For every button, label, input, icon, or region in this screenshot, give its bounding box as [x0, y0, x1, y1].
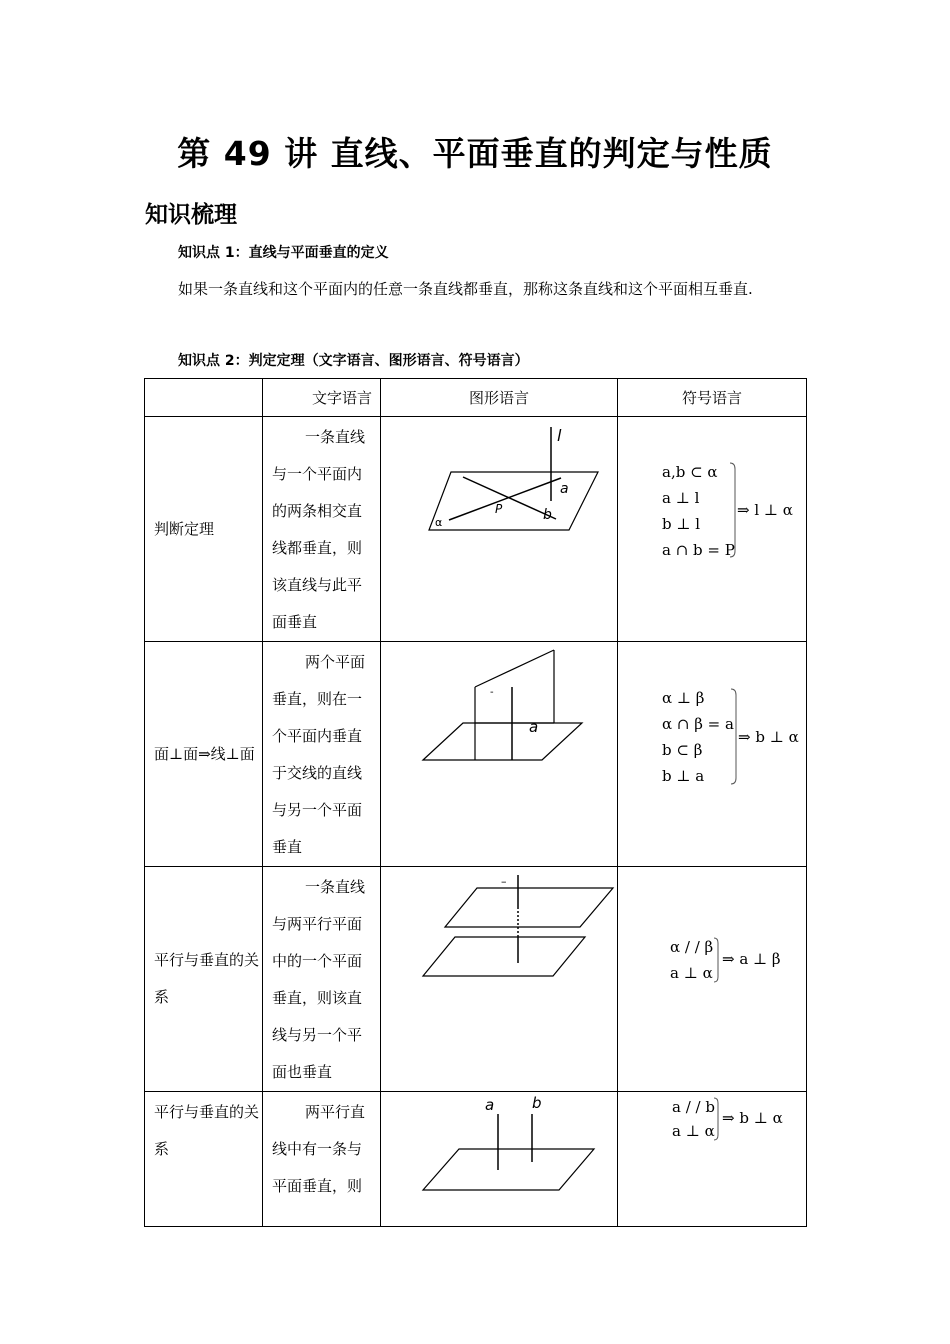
table-row: [145, 867, 807, 1092]
label-b: b: [532, 1094, 542, 1112]
knowledge-point-2-label: 知识点 2：判定定理（文字语言、图形语言、符号语言）: [178, 353, 529, 369]
dash-mark: -: [490, 687, 494, 698]
symbol-line: a ∩ b = P: [662, 541, 735, 559]
symbol-conclusion: ⇒ l ⊥ α: [737, 501, 793, 519]
symbol-conclusion: ⇒ a ⊥ β: [722, 950, 781, 968]
label-a: a: [485, 1096, 495, 1114]
label-a: a: [529, 718, 539, 736]
table-row: [145, 417, 807, 642]
symbol-conclusion: ⇒ b ⊥ α: [722, 1109, 783, 1127]
knowledge-point-1-text: 如果一条直线和这个平面内的任意一条直线都垂直，那称这条直线和这个平面相互垂直.: [178, 280, 753, 298]
header-text-language: 文字语言: [263, 379, 381, 417]
symbol-line: b ⊥ a: [662, 767, 705, 785]
dash-mark: –: [501, 875, 507, 888]
theorem-table: [144, 378, 807, 1227]
parallel-planes-figure: [381, 867, 617, 1087]
line-plane-perpendicular-figure: [381, 417, 617, 637]
symbol-cell: [618, 642, 807, 867]
symbol-line: b ⊂ β: [662, 741, 703, 759]
label-P: P: [495, 502, 503, 516]
row-description: 一条直线与两平行平面中的一个平面垂直，则该直线与另一个平面也垂直: [263, 867, 381, 1092]
figure-cell: [381, 867, 618, 1092]
header-figure-language: 图形语言: [381, 379, 618, 417]
section-heading: 知识梳理: [145, 202, 237, 228]
page-title: 第 49 讲 直线、平面垂直的判定与性质: [177, 134, 773, 173]
symbol-line: α / / β: [670, 938, 714, 956]
label-alpha: α: [435, 516, 443, 529]
table-row: [145, 642, 807, 867]
figure-cell: [381, 642, 618, 867]
symbol-line: a ⊥ α: [672, 1122, 715, 1140]
symbol-line: a ⊥ l: [662, 489, 700, 507]
figure-cell: [381, 417, 618, 642]
symbol-line: α ⊥ β: [662, 689, 705, 707]
header-blank: [145, 379, 263, 417]
row-name: 判断定理: [145, 417, 263, 642]
symbol-line: b ⊥ l: [662, 515, 701, 533]
table-row: [145, 1092, 807, 1227]
parallel-lines-figure: [381, 1092, 617, 1226]
label-l: l: [557, 426, 562, 445]
row-name: 平行与垂直的关系: [145, 867, 263, 1092]
symbol-line: a,b ⊂ α: [662, 463, 718, 481]
table-header-row: [145, 379, 807, 417]
symbol-expression: [618, 417, 806, 637]
header-symbol-language: 符号语言: [618, 379, 807, 417]
symbol-expression: [618, 642, 806, 862]
label-a: a: [560, 481, 569, 497]
plane-plane-perpendicular-figure: [381, 642, 617, 862]
row-description: 两平行直线中有一条与平面垂直，则: [263, 1092, 381, 1227]
knowledge-point-1-label: 知识点 1：直线与平面垂直的定义: [178, 245, 389, 261]
label-b: b: [543, 507, 552, 523]
figure-cell: [381, 1092, 618, 1227]
symbol-expression: [618, 1092, 806, 1226]
row-name: 面⊥面⇒线⊥面: [145, 642, 263, 867]
symbol-line: a ⊥ α: [670, 964, 713, 982]
symbol-cell: [618, 867, 807, 1092]
row-description: 两个平面垂直，则在一个平面内垂直于交线的直线与另一个平面垂直: [263, 642, 381, 867]
symbol-cell: [618, 1092, 807, 1227]
symbol-conclusion: ⇒ b ⊥ α: [738, 728, 799, 746]
symbol-line: a / / b: [672, 1098, 715, 1116]
row-name: 平行与垂直的关系: [145, 1092, 263, 1227]
symbol-expression: [618, 867, 806, 1087]
symbol-cell: [618, 417, 807, 642]
row-description: 一条直线与一个平面内的两条相交直线都垂直，则该直线与此平面垂直: [263, 417, 381, 642]
symbol-line: α ∩ β = a: [662, 715, 734, 733]
